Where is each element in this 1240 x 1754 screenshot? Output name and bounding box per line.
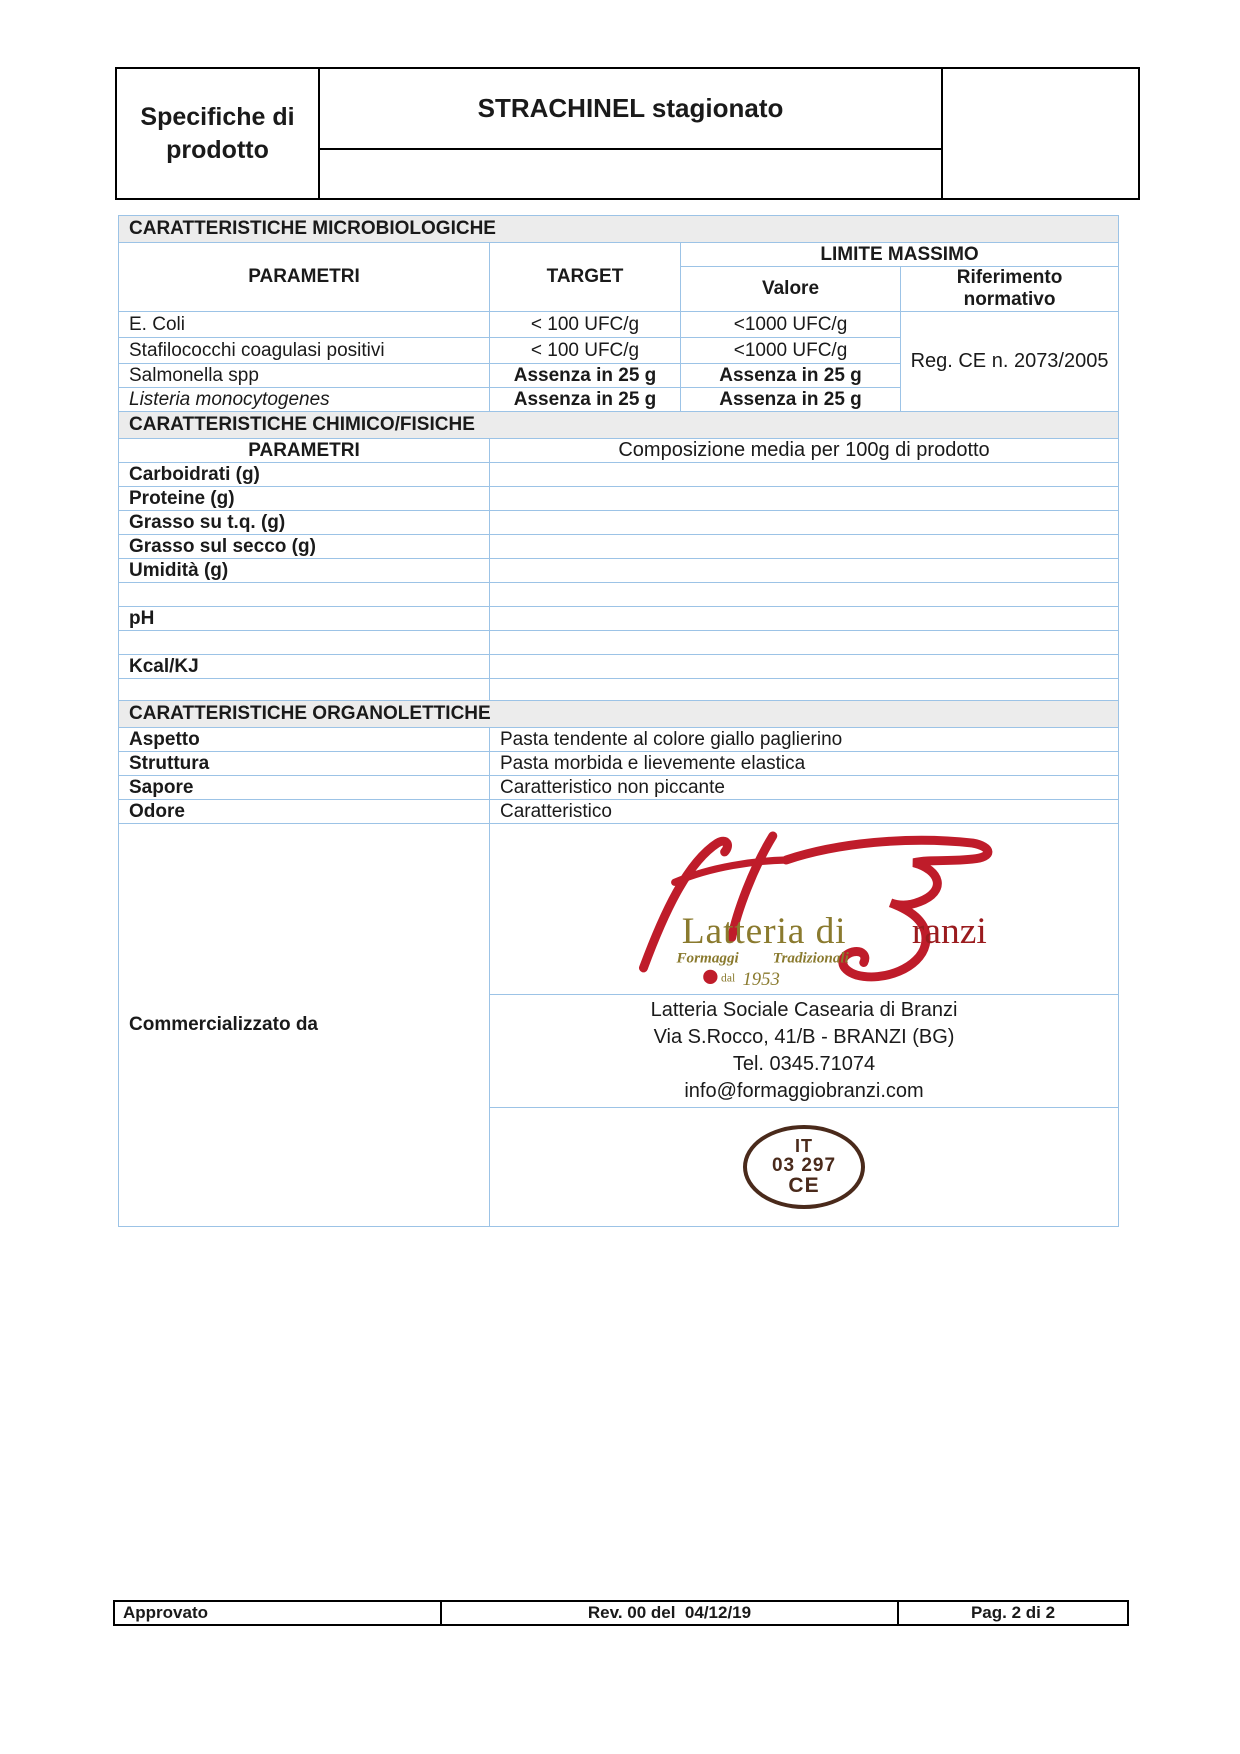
chimico-row-label: pH bbox=[119, 607, 490, 631]
chimico-row-label bbox=[119, 583, 490, 607]
col-header-limite-massimo: LIMITE MASSIMO bbox=[681, 243, 1119, 267]
col-header-riferimento: Riferimento normativo bbox=[901, 267, 1119, 312]
logo-since-year: 1953 bbox=[742, 968, 780, 990]
address-line: info@formaggiobranzi.com bbox=[684, 1080, 924, 1102]
ce-stamp-country: IT bbox=[795, 1136, 813, 1157]
chimico-row-label: Carboidrati (g) bbox=[119, 463, 490, 487]
footer-revision: Rev. 00 del 04/12/19 bbox=[441, 1601, 898, 1625]
col-header-parametri-chimico: PARAMETRI bbox=[119, 439, 490, 463]
address-line: Via S.Rocco, 41/B - BRANZI (BG) bbox=[653, 1026, 955, 1048]
chimico-row-label: Proteine (g) bbox=[119, 487, 490, 511]
chimico-row-value-empty bbox=[490, 607, 1119, 631]
logo-name-part2: ranzi bbox=[911, 910, 987, 952]
riferimento-cell: Reg. CE n. 2073/2005 bbox=[901, 312, 1119, 412]
param-cell: E. Coli bbox=[119, 312, 490, 338]
param-cell: Listeria monocytogenes bbox=[119, 388, 490, 412]
chimico-row-value-empty bbox=[490, 463, 1119, 487]
organo-row-value: Caratteristico bbox=[490, 800, 1119, 824]
section-header-organolettiche: CARATTERISTICHE ORGANOLETTICHE bbox=[119, 701, 1119, 728]
chimico-row-label bbox=[119, 679, 490, 703]
target-cell: < 100 UFC/g bbox=[490, 312, 681, 338]
organo-row-label: Sapore bbox=[119, 776, 490, 800]
chimico-row-label: Kcal/KJ bbox=[119, 655, 490, 679]
header-right-empty-cell bbox=[943, 69, 1138, 198]
chimico-row-label: Umidità (g) bbox=[119, 559, 490, 583]
param-cell: Salmonella spp bbox=[119, 364, 490, 388]
document-header-box bbox=[115, 67, 1140, 200]
composizione-header: Composizione media per 100g di prodotto bbox=[490, 439, 1119, 463]
organo-row-value: Pasta tendente al colore giallo paglierino bbox=[490, 728, 1119, 752]
section-header-microbiologiche: CARATTERISTICHE MICROBIOLOGICHE bbox=[119, 216, 1119, 243]
document-type-title: Specifiche di prodotto bbox=[117, 69, 320, 198]
logo-dot bbox=[703, 969, 717, 983]
footer-approved: Approvato bbox=[114, 1601, 441, 1625]
commercializzato-content-cell bbox=[490, 824, 1119, 1227]
section-header-chimico-fisiche: CARATTERISTICHE CHIMICO/FISICHE bbox=[119, 412, 1119, 439]
valore-cell: Assenza in 25 g bbox=[681, 364, 901, 388]
company-address-block bbox=[490, 994, 1118, 1107]
param-cell: Stafilococchi coagulasi positivi bbox=[119, 338, 490, 364]
header-middle-column bbox=[320, 69, 943, 198]
logo-tagline-part2: Tradizionali bbox=[772, 949, 849, 967]
address-line: Tel. 0345.71074 bbox=[732, 1053, 876, 1075]
organo-row-label: Struttura bbox=[119, 752, 490, 776]
organo-row-label: Aspetto bbox=[119, 728, 490, 752]
valore-cell: <1000 UFC/g bbox=[681, 312, 901, 338]
chimico-row-value-empty bbox=[490, 487, 1119, 511]
product-title: STRACHINEL stagionato bbox=[320, 69, 941, 150]
target-cell: Assenza in 25 g bbox=[490, 364, 681, 388]
chimico-row-value-empty bbox=[490, 655, 1119, 679]
col-header-valore: Valore bbox=[681, 267, 901, 312]
micro-chimico-table bbox=[118, 215, 1119, 703]
chimico-row-value-empty bbox=[490, 583, 1119, 607]
target-cell: < 100 UFC/g bbox=[490, 338, 681, 364]
header-empty-cell bbox=[320, 150, 941, 198]
chimico-row-value-empty bbox=[490, 511, 1119, 535]
chimico-row-label: Grasso su t.q. (g) bbox=[119, 511, 490, 535]
valore-cell: <1000 UFC/g bbox=[681, 338, 901, 364]
chimico-row-value-empty bbox=[490, 535, 1119, 559]
brand-logo-image bbox=[594, 827, 1014, 992]
ce-stamp-ce: CE bbox=[788, 1174, 820, 1198]
target-cell: Assenza in 25 g bbox=[490, 388, 681, 412]
footer-page-number: Pag. 2 di 2 bbox=[898, 1601, 1128, 1625]
chimico-row-value-empty bbox=[490, 559, 1119, 583]
commercializzato-label: Commercializzato da bbox=[119, 824, 490, 1227]
page-footer bbox=[113, 1600, 1129, 1626]
address-line: Latteria Sociale Casearia di Branzi bbox=[650, 999, 958, 1021]
col-header-target: TARGET bbox=[490, 243, 681, 312]
organo-row-value: Pasta morbida e lievemente elastica bbox=[490, 752, 1119, 776]
organolettiche-table bbox=[118, 700, 1119, 1227]
logo-tagline-part1: Formaggi bbox=[676, 949, 739, 967]
chimico-row-value-empty bbox=[490, 679, 1119, 703]
ce-oval-stamp bbox=[743, 1125, 865, 1209]
ce-stamp-number: 03 297 bbox=[771, 1154, 837, 1176]
chimico-row-label bbox=[119, 631, 490, 655]
latteria-di-branzi-logo bbox=[490, 824, 1118, 994]
ce-stamp-container bbox=[490, 1107, 1118, 1226]
organo-row-label: Odore bbox=[119, 800, 490, 824]
chimico-row-value-empty bbox=[490, 631, 1119, 655]
organo-row-value: Caratteristico non piccante bbox=[490, 776, 1119, 800]
col-header-parametri: PARAMETRI bbox=[119, 243, 490, 312]
chimico-row-label: Grasso sul secco (g) bbox=[119, 535, 490, 559]
valore-cell: Assenza in 25 g bbox=[681, 388, 901, 412]
logo-since-word: dal bbox=[721, 970, 736, 984]
logo-name-part1: Latteria di bbox=[681, 910, 847, 952]
